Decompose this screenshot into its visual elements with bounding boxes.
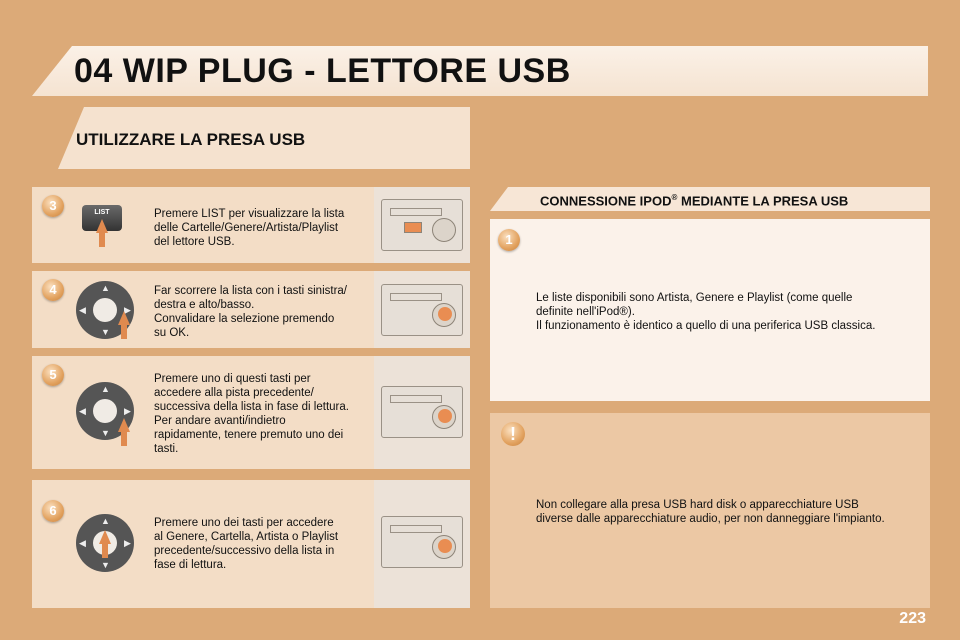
step-text: Premere uno dei tasti per accedere al Genere, Cartella, Artista o Playlist precedente/successivo della lista in fase di lettura. xyxy=(154,517,339,571)
step-number-badge: 6 xyxy=(42,500,64,522)
page-title: 04 WIP PLUG - LETTORE USB xyxy=(74,52,571,90)
connection-panel xyxy=(490,219,930,401)
section-title: UTILIZZARE LA PRESA USB xyxy=(76,130,306,149)
navigation-pad-icon: ▲ ▼ ◀ ▶ xyxy=(76,382,134,440)
navigation-pad-icon: ▲ ▼ ◀ ▶ xyxy=(76,514,134,572)
step-text: Premere uno di questi tasti per accedere alla pista precedente/ successiva della lista in fase di lettura. Per andare avanti/indietro rapidamente, tenere premuto uno dei tasti. xyxy=(154,373,349,455)
step-panel-5 xyxy=(32,356,470,469)
step-number-badge: 4 xyxy=(42,279,64,301)
warning-text: Non collegare alla presa USB hard disk o apparecchiature USB diverse dalle apparecchiature audio, per non danneggiare l'impianto. xyxy=(536,499,885,525)
radio-illustration xyxy=(374,187,470,263)
step-number-badge: 1 xyxy=(498,229,520,251)
pointer-icon xyxy=(118,418,130,432)
warning-icon: ! xyxy=(501,422,525,446)
page-number: 223 xyxy=(899,610,926,627)
step-text: Premere LIST per visualizzare la lista delle Cartelle/Genere/Artista/Playlist del lettore USB. xyxy=(154,208,345,248)
step-number-badge: 3 xyxy=(42,195,64,217)
radio-illustration xyxy=(374,271,470,348)
pointer-stem xyxy=(121,432,127,446)
step-panel-3 xyxy=(32,187,470,263)
pointer-icon xyxy=(99,530,111,544)
step-text: Far scorrere la lista con i tasti sinistra/ destra e alto/basso. Convalidare la selezione premendo su OK. xyxy=(154,285,348,339)
warning-panel xyxy=(490,413,930,608)
connection-text: Le liste disponibili sono Artista, Genere e Playlist (come quelle definite nell'iPod®). Il funzionamento è identico a quello di una periferica USB classica. xyxy=(536,292,876,332)
radio-illustration xyxy=(374,356,470,469)
pointer-stem xyxy=(121,325,127,339)
navigation-pad-icon: ▲ ▼ ◀ ▶ xyxy=(76,281,134,339)
pointer-stem xyxy=(99,233,105,247)
pointer-icon xyxy=(96,219,108,233)
radio-illustration xyxy=(374,480,470,608)
list-button-icon: LIST xyxy=(82,205,122,231)
step-number-badge: 5 xyxy=(42,364,64,386)
pointer-stem xyxy=(102,544,108,558)
pointer-icon xyxy=(118,311,130,325)
step-panel-4 xyxy=(32,271,470,348)
connection-title: CONNESSIONE IPOD® MEDIANTE LA PRESA USB xyxy=(540,193,849,209)
step-panel-6 xyxy=(32,480,470,608)
